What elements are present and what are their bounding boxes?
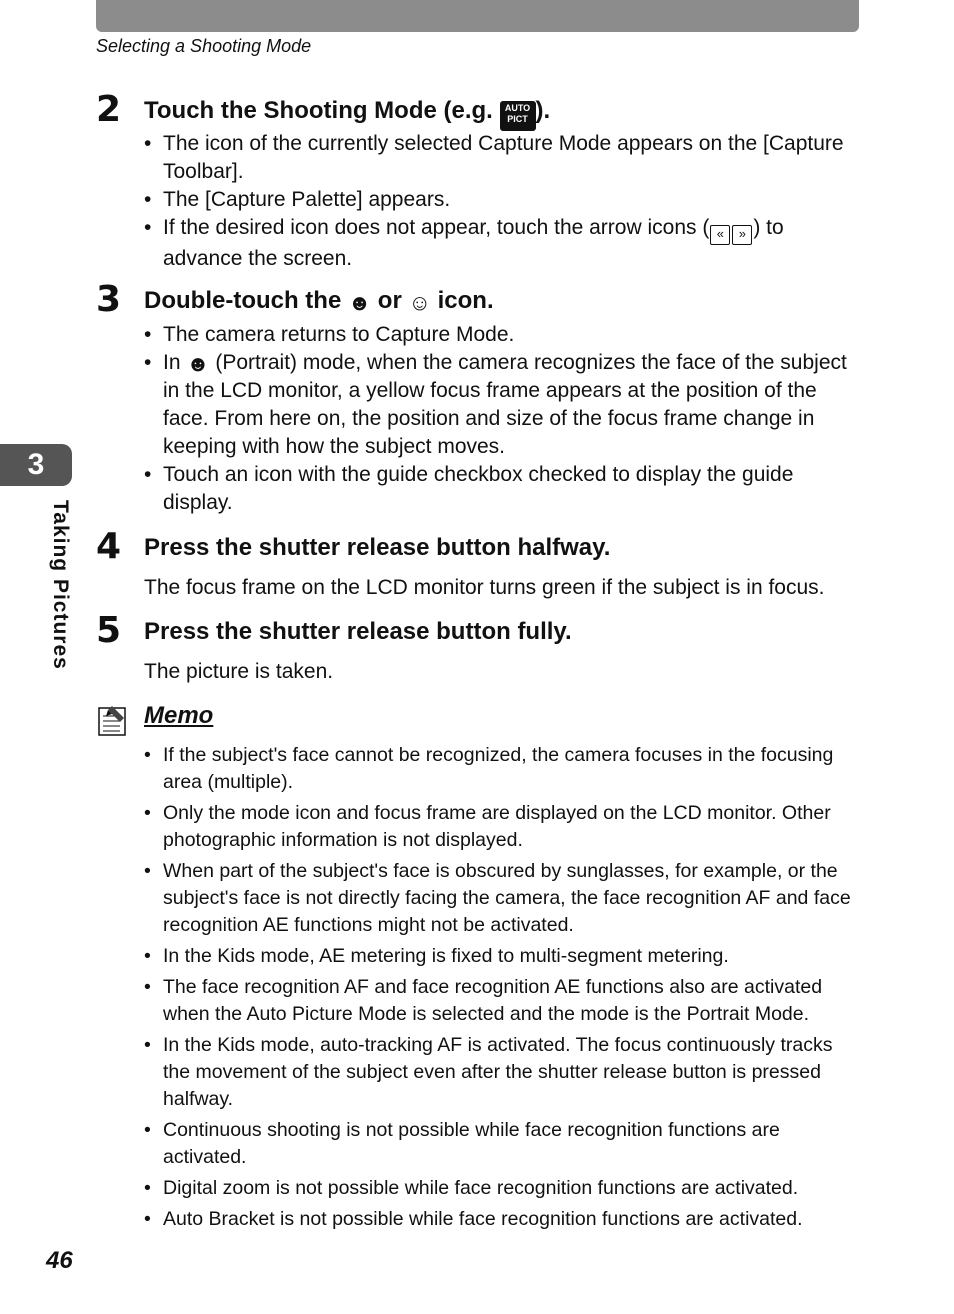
heading-text: Touch the Shooting Mode (e.g.: [144, 97, 500, 124]
heading-text: ).: [535, 97, 551, 124]
list-item: • Only the mode icon and focus frame are displayed on the LCD monitor. Other photographic information is not displayed.: [144, 800, 864, 854]
list-item: [144, 214, 864, 273]
section-title: Selecting a Shooting Mode: [96, 36, 312, 56]
arrow-right-icon: »: [732, 225, 752, 245]
kids-mode-icon: ☺: [408, 290, 431, 315]
heading-text: or: [371, 287, 409, 314]
list-item: • In the Kids mode, AE metering is fixed to multi-segment metering.: [144, 943, 864, 970]
auto-picture-mode-icon: [500, 101, 536, 131]
list-item: • The [Capture Palette] appears.: [144, 186, 864, 214]
icon-line: PICT: [507, 114, 528, 124]
step-heading: [144, 96, 550, 131]
icon-line: AUTO: [504, 103, 531, 113]
text: ) to advance the screen.: [163, 216, 784, 270]
step-number: 3: [96, 279, 122, 320]
list-item: • The icon of the currently selected Capture Mode appears on the [Capture Toolbar].: [144, 130, 864, 186]
list-item: • If the subject's face cannot be recognized, the camera focuses in the focusing area (multiple).: [144, 742, 864, 796]
step-body: [144, 130, 864, 273]
memo-list: [144, 742, 864, 1237]
header-bar: [96, 0, 859, 32]
list-item: • In the Kids mode, auto-tracking AF is activated. The focus continuously tracks the movement of the subject even after the shutter release button is pressed halfway.: [144, 1032, 864, 1113]
step-heading: [144, 286, 494, 316]
step-body: [144, 321, 864, 517]
list-item: • The camera returns to Capture Mode.: [144, 321, 864, 349]
heading-text: Double-touch the: [144, 287, 348, 314]
step-number: 2: [96, 89, 122, 130]
chapter-title: Taking Pictures: [49, 500, 72, 670]
step-number: 5: [96, 610, 122, 651]
list-item: • The face recognition AF and face recognition AE functions also are activated when the Auto Picture Mode is selected and the mode is the Portrait Mode.: [144, 974, 864, 1028]
arrow-left-icon: «: [710, 225, 730, 245]
step-body: The focus frame on the LCD monitor turns green if the subject is in focus.: [144, 576, 825, 599]
step-heading: Press the shutter release button halfway.: [144, 534, 611, 561]
chapter-number-tab: 3: [0, 444, 72, 486]
text: If the desired icon does not appear, touch the arrow icons (: [163, 216, 710, 239]
list-item: [144, 349, 864, 461]
list-item: • Auto Bracket is not possible while face recognition functions are activated.: [144, 1206, 864, 1233]
memo-icon: [98, 704, 128, 736]
text: (Portrait) mode, when the camera recognizes the face of the subject in the LCD monitor, a yellow focus frame appears at the position of the face. From here on, the position and size of the focus frame change in keeping with how the subject moves.: [163, 351, 847, 458]
step-body: The picture is taken.: [144, 660, 334, 683]
step-heading: Press the shutter release button fully.: [144, 618, 572, 645]
list-item: • Touch an icon with the guide checkbox checked to display the guide display.: [144, 461, 864, 517]
heading-text: icon.: [430, 287, 494, 314]
page-number: 46: [46, 1247, 73, 1274]
step-number: 4: [96, 526, 122, 567]
portrait-mode-icon: ☻: [347, 290, 372, 315]
text: In: [163, 351, 187, 374]
list-item: • When part of the subject's face is obscured by sunglasses, for example, or the subject's face is not directly facing the camera, the face recognition AF and face recognition AE functions might not be activated.: [144, 858, 864, 939]
list-item: • Digital zoom is not possible while face recognition functions are activated.: [144, 1175, 864, 1202]
memo-title: Memo: [144, 702, 214, 729]
portrait-mode-icon: ☻: [186, 351, 210, 376]
list-item: • Continuous shooting is not possible while face recognition functions are activated.: [144, 1117, 864, 1171]
